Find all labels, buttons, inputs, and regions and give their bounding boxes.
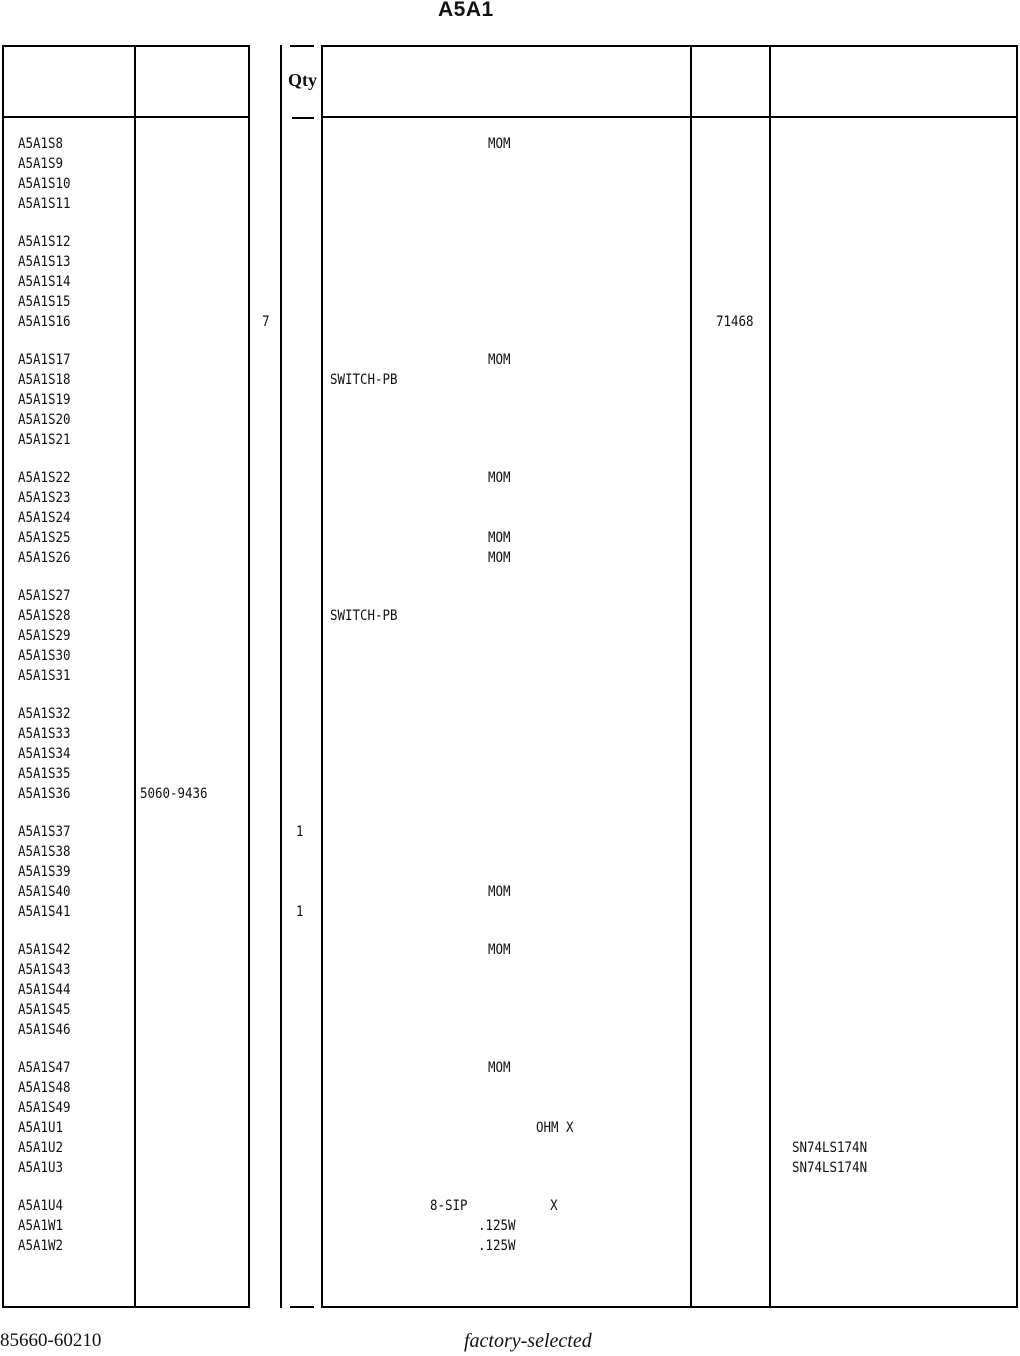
- ref-designator-cell: A5A1S10: [18, 176, 71, 192]
- ref-designator-cell: A5A1S20: [18, 412, 71, 428]
- ref-designator-cell: A5A1S28: [18, 608, 71, 624]
- description-cell: MOM: [488, 1060, 511, 1076]
- col-divider-ref-partno: [134, 45, 136, 1308]
- description-cell: MOM: [488, 352, 511, 368]
- header-divider-right: [322, 116, 1018, 118]
- ref-designator-cell: A5A1S39: [18, 864, 71, 880]
- ref-designator-cell: A5A1S36: [18, 786, 71, 802]
- ref-designator-cell: A5A1S26: [18, 550, 71, 566]
- description-cell: MOM: [488, 530, 511, 546]
- ref-designator-cell: A5A1S45: [18, 1002, 71, 1018]
- ref-designator-cell: A5A1S40: [18, 884, 71, 900]
- ref-designator-cell: A5A1S18: [18, 372, 71, 388]
- ref-designator-cell: A5A1S35: [18, 766, 71, 782]
- page-title: A5A1: [438, 0, 494, 21]
- ref-designator-cell: A5A1S41: [18, 904, 71, 920]
- ref-designator-cell: A5A1S13: [18, 254, 71, 270]
- footer-note: factory-selected: [464, 1330, 592, 1352]
- col-divider-partno-edge: [248, 45, 250, 1308]
- ref-designator-cell: A5A1U2: [18, 1140, 64, 1156]
- ref-designator-cell: A5A1S15: [18, 294, 71, 310]
- ref-designator-cell: A5A1S25: [18, 530, 71, 546]
- description-cell: OHM X: [536, 1120, 574, 1136]
- description-cell: MOM: [488, 884, 511, 900]
- ref-designator-cell: A5A1S8: [18, 136, 64, 152]
- ref-designator-cell: A5A1S9: [18, 156, 64, 172]
- ref-designator-cell: A5A1S47: [18, 1060, 71, 1076]
- qty-top-tick: [290, 45, 314, 47]
- table-top-border-right: [322, 45, 1018, 47]
- col-divider-desc-mfr: [690, 45, 692, 1308]
- ref-designator-cell: A5A1S44: [18, 982, 71, 998]
- ref-designator-cell: A5A1S23: [18, 490, 71, 506]
- ref-designator-cell: A5A1U3: [18, 1160, 64, 1176]
- table-top-border: [2, 45, 250, 47]
- header-divider: [2, 116, 250, 118]
- col-divider-qty-desc: [321, 45, 323, 1308]
- col-divider-right-edge: [1016, 45, 1018, 1308]
- ref-designator-cell: A5A1S24: [18, 510, 71, 526]
- qty-column-header: Qty: [288, 70, 317, 90]
- description-cell: .125W: [478, 1238, 516, 1254]
- ref-designator-cell: A5A1S27: [18, 588, 71, 604]
- ref-designator-cell: A5A1S33: [18, 726, 71, 742]
- ref-designator-cell: A5A1S21: [18, 432, 71, 448]
- ref-designator-cell: A5A1S22: [18, 470, 71, 486]
- description-cell: 8-SIP X: [430, 1198, 558, 1214]
- part-number-cell: 5060-9436: [140, 786, 208, 802]
- col-divider-left-edge: [2, 45, 4, 1308]
- quantity-cell: 7: [262, 314, 270, 330]
- description-cell: MOM: [488, 136, 511, 152]
- description-cell: .125W: [478, 1218, 516, 1234]
- ref-designator-cell: A5A1S37: [18, 824, 71, 840]
- description-cell: SWITCH-PB: [330, 608, 398, 624]
- qty-bottom-tick: [290, 1306, 314, 1308]
- ref-designator-cell: A5A1U4: [18, 1198, 64, 1214]
- ref-designator-cell: A5A1S29: [18, 628, 71, 644]
- ref-designator-cell: A5A1S12: [18, 234, 71, 250]
- ref-designator-cell: A5A1W1: [18, 1218, 64, 1234]
- ref-designator-cell: A5A1W2: [18, 1238, 64, 1254]
- table-bottom-border-right: [322, 1306, 1018, 1308]
- qty-mid-tick: [292, 117, 314, 119]
- ref-designator-cell: A5A1S32: [18, 706, 71, 722]
- description-cell: MOM: [488, 550, 511, 566]
- ref-designator-cell: A5A1S43: [18, 962, 71, 978]
- description-cell: SWITCH-PB: [330, 372, 398, 388]
- quantity-cell: 1: [296, 824, 304, 840]
- mfr-code-cell: 71468: [716, 314, 754, 330]
- ref-designator-cell: A5A1S11: [18, 196, 71, 212]
- ref-designator-cell: A5A1S48: [18, 1080, 71, 1096]
- ref-designator-cell: A5A1S49: [18, 1100, 71, 1116]
- ref-designator-cell: A5A1S31: [18, 668, 71, 684]
- ref-designator-cell: A5A1S38: [18, 844, 71, 860]
- mfr-part-number-cell: SN74LS174N: [792, 1140, 868, 1156]
- ref-designator-cell: A5A1S34: [18, 746, 71, 762]
- description-cell: MOM: [488, 470, 511, 486]
- description-cell: MOM: [488, 942, 511, 958]
- quantity-cell: 1: [296, 904, 304, 920]
- ref-designator-cell: A5A1U1: [18, 1120, 64, 1136]
- mfr-part-number-cell: SN74LS174N: [792, 1160, 868, 1176]
- ref-designator-cell: A5A1S42: [18, 942, 71, 958]
- ref-designator-cell: A5A1S16: [18, 314, 71, 330]
- col-divider-mfr-mfrpart: [769, 45, 771, 1308]
- table-bottom-border: [2, 1306, 250, 1308]
- col-divider-qty-left: [280, 45, 282, 1308]
- ref-designator-cell: A5A1S17: [18, 352, 71, 368]
- ref-designator-cell: A5A1S46: [18, 1022, 71, 1038]
- ref-designator-cell: A5A1S30: [18, 648, 71, 664]
- ref-designator-cell: A5A1S19: [18, 392, 71, 408]
- ref-designator-cell: A5A1S14: [18, 274, 71, 290]
- footer-part-number: 85660-60210: [0, 1330, 102, 1351]
